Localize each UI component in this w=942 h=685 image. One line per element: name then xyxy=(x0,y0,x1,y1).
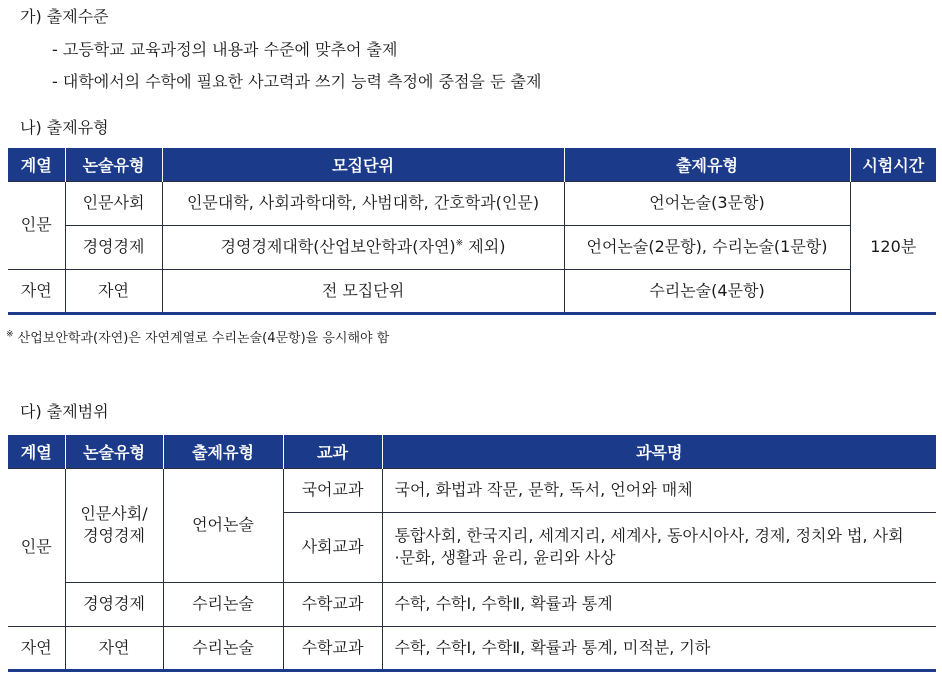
exam-verbal: 언어논술 xyxy=(163,468,283,582)
header-essay-type: 논술유형 xyxy=(65,148,162,181)
section-c-heading: 다) 출제범위 xyxy=(20,402,109,421)
track-humanities: 인문 xyxy=(8,468,65,626)
subject-korean: 국어교과 xyxy=(283,468,382,512)
essay-type-business: 경영경제 xyxy=(65,225,162,269)
section-b-heading: 나) 출제유형 xyxy=(20,118,109,137)
subject-business-math: 수학교과 xyxy=(283,582,382,626)
section-a-heading: 가) 출제수준 xyxy=(20,7,109,26)
reference-mark: ※ xyxy=(455,238,464,249)
header-exam-type: 출제유형 xyxy=(564,148,850,181)
exam-social: 언어논술(3문항) xyxy=(564,181,850,225)
essay-type-science: 자연 xyxy=(65,269,162,313)
units-business-suffix: 제외) xyxy=(463,237,506,256)
header-time: 시험시간 xyxy=(850,148,936,181)
table-row xyxy=(8,582,936,626)
courses-social: 통합사회, 한국지리, 세계지리, 세계사, 동아시아사, 경제, 정치와 법, 사회·문화, 생활과 윤리, 윤리와 사상 xyxy=(382,512,936,582)
exam-science: 수리논술(4문항) xyxy=(564,269,850,313)
footnote-text: 산업보안학과(자연)은 자연계열로 수리논술(4문항)을 응시해야 함 xyxy=(13,331,390,346)
units-business xyxy=(162,225,564,269)
essay-type-science: 자연 xyxy=(65,626,163,670)
table-header-row xyxy=(8,148,936,181)
header-essay-type: 논술유형 xyxy=(65,435,163,468)
exam-type-table xyxy=(8,148,936,315)
level-bullet-2: - 대학에서의 수학에 필요한 사고력과 쓰기 능력 측정에 중점을 둔 출제 xyxy=(52,72,542,91)
exam-business: 언어논술(2문항), 수리논술(1문항) xyxy=(564,225,850,269)
essay-type-social: 인문사회 xyxy=(65,181,162,225)
track-science: 자연 xyxy=(8,626,65,670)
exam-science: 수리논술 xyxy=(163,626,283,670)
table-header-row xyxy=(8,435,936,468)
exam-business: 수리논술 xyxy=(163,582,283,626)
courses-korean: 국어, 화법과 작문, 문학, 독서, 언어와 매체 xyxy=(382,468,936,512)
footnote-mark: ※ xyxy=(6,329,14,340)
footnote xyxy=(6,329,389,349)
level-bullet-1: - 고등학교 교육과정의 내용과 수준에 맞추어 출제 xyxy=(52,40,398,59)
table-row xyxy=(8,225,936,269)
essay-type-business: 경영경제 xyxy=(65,582,163,626)
courses-business-math: 수학, 수학Ⅰ, 수학Ⅱ, 확률과 통계 xyxy=(382,582,936,626)
subject-science-math: 수학교과 xyxy=(283,626,382,670)
header-courses: 과목명 xyxy=(382,435,936,468)
table-row xyxy=(8,626,936,670)
units-social: 인문대학, 사회과학대학, 사범대학, 간호학과(인문) xyxy=(162,181,564,225)
exam-scope-table xyxy=(8,435,936,672)
track-science: 자연 xyxy=(8,269,65,313)
header-track: 계열 xyxy=(8,148,65,181)
units-science: 전 모집단위 xyxy=(162,269,564,313)
header-track: 계열 xyxy=(8,435,65,468)
courses-science-math: 수학, 수학Ⅰ, 수학Ⅱ, 확률과 통계, 미적분, 기하 xyxy=(382,626,936,670)
table-row xyxy=(8,468,936,512)
header-subject: 교과 xyxy=(283,435,382,468)
header-exam-type: 출제유형 xyxy=(163,435,283,468)
exam-time: 120분 xyxy=(850,181,936,313)
subject-social: 사회교과 xyxy=(283,512,382,582)
table-row xyxy=(8,181,936,225)
header-units: 모집단위 xyxy=(162,148,564,181)
essay-type-combined: 인문사회/ 경영경제 xyxy=(65,468,163,582)
track-humanities: 인문 xyxy=(8,181,65,269)
table-row xyxy=(8,269,936,313)
units-business-text: 경영경제대학(산업보안학과(자연) xyxy=(220,237,456,256)
